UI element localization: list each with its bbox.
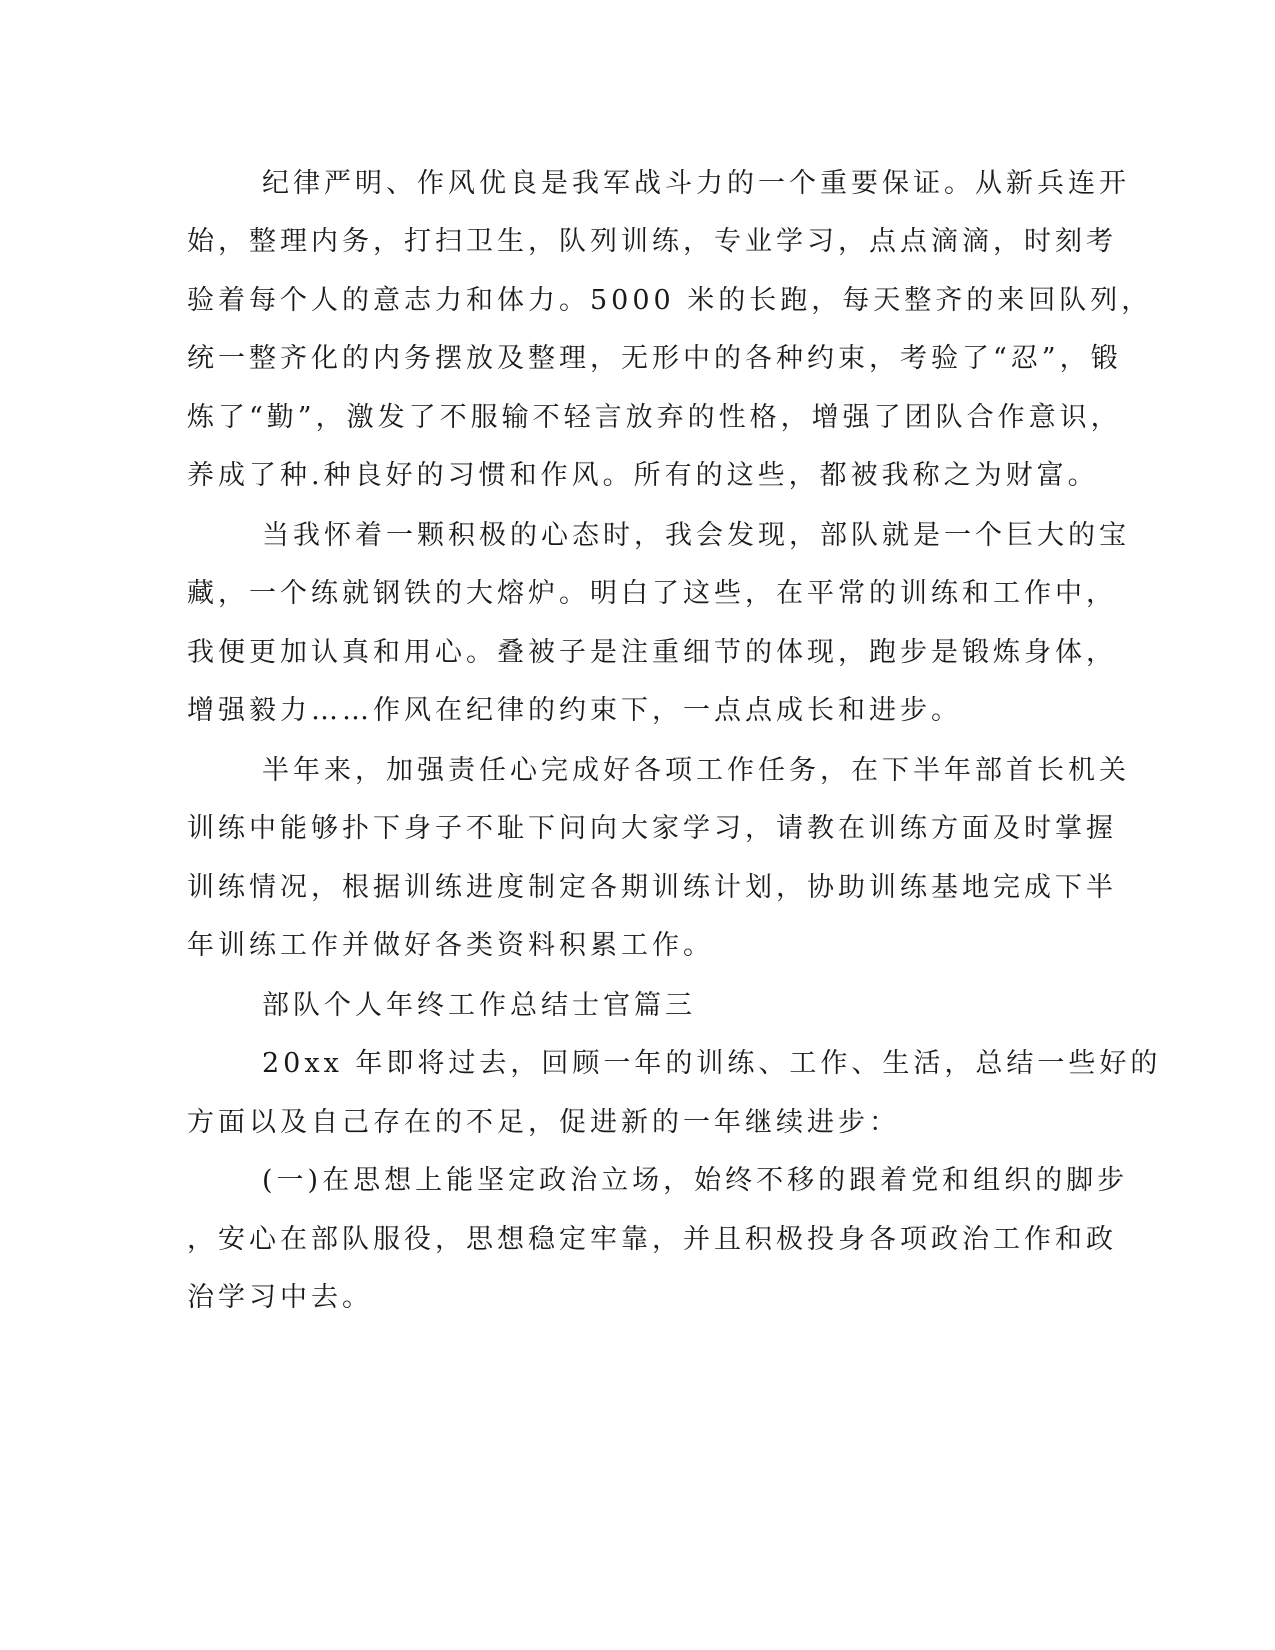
text-line: 治学习中去。 — [187, 1282, 373, 1313]
text-line: 炼了“勤”，激发了不服输不轻言放弃的性格，增强了团队合作意识， — [187, 402, 1122, 433]
text-line: 训练中能够扑下身子不耻下问向大家学习，请教在训练方面及时掌握 — [187, 813, 1117, 844]
text-line: 始，整理内务，打扫卫生，队列训练，专业学习，点点滴滴，时刻考 — [187, 226, 1117, 257]
text-line: 藏，一个练就钢铁的大熔炉。明白了这些，在平常的训练和工作中， — [187, 578, 1117, 609]
text-line: 我便更加认真和用心。叠被子是注重细节的体现，跑步是锻炼身体， — [187, 637, 1117, 668]
text-line: 方面以及自己存在的不足，促进新的一年继续进步： — [187, 1107, 900, 1138]
text-line: 验着每个人的意志力和体力。5000 米的长跑，每天整齐的来回队列， — [187, 285, 1153, 316]
text-line: 养成了种.种良好的习惯和作风。所有的这些，都被我称之为财富。 — [187, 460, 1099, 491]
text-line: 20xx 年即将过去，回顾一年的训练、工作、生活，总结一些好的 — [262, 1048, 1162, 1079]
text-line: 训练情况，根据训练进度制定各期训练计划，协助训练基地完成下半 — [187, 872, 1117, 903]
section-heading: 部队个人年终工作总结士官篇三 — [262, 990, 696, 1021]
text-line: 统一整齐化的内务摆放及整理，无形中的各种约束，考验了“忍”，锻 — [187, 343, 1122, 374]
text-line: 增强毅力……作风在纪律的约束下，一点点成长和进步。 — [187, 695, 962, 726]
text-line: (一)在思想上能坚定政治立场，始终不移的跟着党和组织的脚步 — [262, 1165, 1129, 1196]
text-line: 当我怀着一颗积极的心态时，我会发现，部队就是一个巨大的宝 — [262, 520, 1130, 551]
text-line: 年训练工作并做好各类资料积累工作。 — [187, 930, 714, 961]
text-line: ，安心在部队服役，思想稳定牢靠，并且积极投身各项政治工作和政 — [187, 1224, 1117, 1255]
text-line: 纪律严明、作风优良是我军战斗力的一个重要保证。从新兵连开 — [262, 168, 1130, 199]
text-line: 半年来，加强责任心完成好各项工作任务，在下半年部首长机关 — [262, 755, 1130, 786]
